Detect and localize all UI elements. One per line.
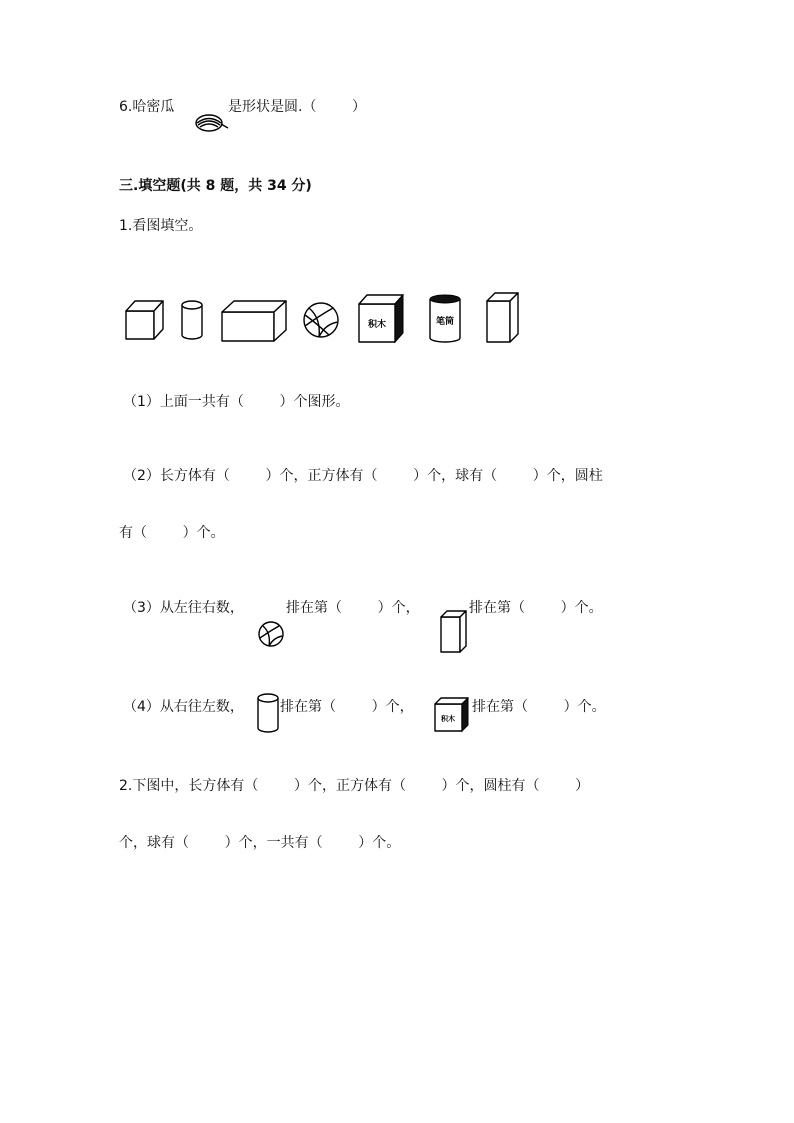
block-icon-label: 积木: [441, 714, 455, 723]
shapes-row: [119, 288, 529, 348]
tall-cuboid-shape: [487, 293, 518, 342]
section-title: 三.填空题(共 8 题，共 34 分): [119, 178, 312, 194]
ball-icon: [257, 620, 287, 648]
melon-icon: [194, 112, 230, 134]
q1-sub1: （1）上面一共有（ ）个图形。: [123, 394, 350, 410]
cylinder-shape: [182, 301, 202, 339]
q6-text-before: 6.哈密瓜: [119, 99, 175, 115]
q1-sub4-middle: 排在第（ ）个，: [280, 699, 414, 715]
q2-line2: 个，球有（ ）个，一共有（ ）个。: [119, 835, 401, 851]
q1-sub4-lead: （4）从右往左数，: [123, 699, 244, 715]
q1-sub2-line1: （2）长方体有（ ）个，正方体有（ ）个，球有（ ）个，圆柱: [123, 468, 603, 484]
q1-title: 1.看图填空。: [119, 218, 203, 234]
q1-sub3-middle: 排在第（ ）个，: [286, 600, 420, 616]
q6-text-after: 是形状是圆.（ ）: [228, 99, 367, 115]
cylinder-icon: [255, 690, 281, 736]
q1-sub3-end: 排在第（ ）个。: [469, 600, 603, 616]
q2-line1: 2.下图中，长方体有（ ）个，正方体有（ ）个，圆柱有（ ）: [119, 778, 590, 794]
q1-sub2-line2: 有（ ）个。: [119, 525, 225, 541]
pen-holder-label: 笔筒: [435, 317, 455, 327]
tall-cuboid-icon: [438, 608, 468, 654]
cube-shape: [126, 301, 163, 339]
q1-sub4-end: 排在第（ ）个。: [472, 699, 606, 715]
ball-shape: [304, 303, 338, 337]
q1-sub3-lead: （3）从左往右数，: [123, 600, 244, 616]
block-cube-shape: [359, 295, 403, 342]
block-label: 积木: [367, 320, 387, 330]
cuboid-shape: [222, 301, 286, 341]
block-cube-icon: [432, 694, 472, 734]
pen-holder-shape: [430, 295, 460, 342]
